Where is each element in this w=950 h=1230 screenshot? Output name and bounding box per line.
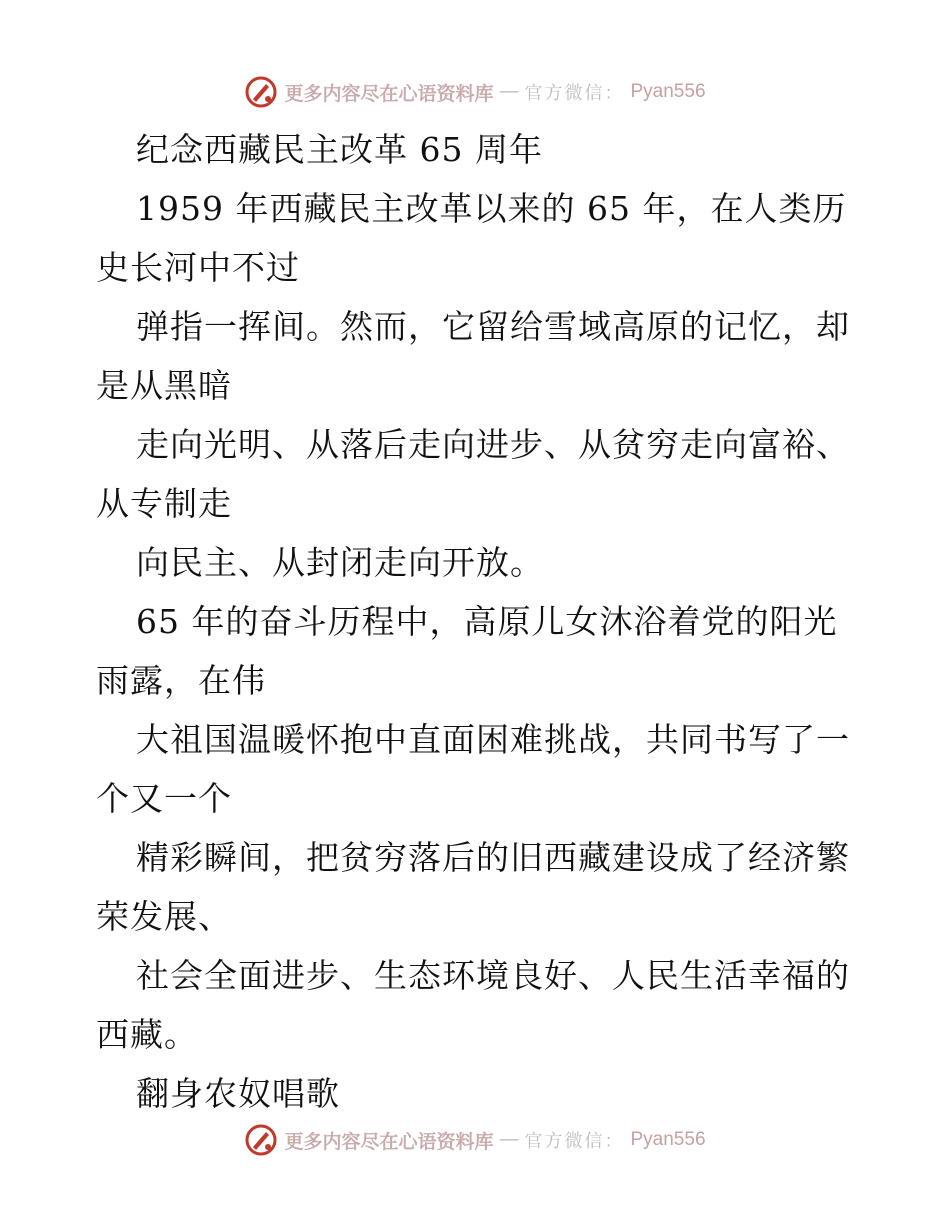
brand-logo-icon [244,75,278,109]
header-brand-text: 更多内容尽在心语资料库 [284,82,494,105]
text-line: 向民主、从封闭走向开放。 [136,543,544,582]
text-line: 个又一个 [96,779,232,818]
footer-sub-text: 官方微信： [524,1131,625,1152]
text-line: 社会全面进步、生态环境良好、人民生活幸福的 [136,956,850,995]
header-account-id: Pyan556 [630,81,706,102]
header-sub-text: 官方微信： [524,83,625,104]
text-line: 65 年的奋斗历程中，高原儿女沐浴着党的阳光 [136,602,838,641]
footer-account-id: Pyan556 [630,1129,706,1150]
text-line: 大祖国温暖怀抱中直面困难挑战，共同书写了一 [136,720,850,759]
text-line: 弹指一挥间。然而，它留给雪域高原的记忆，却 [136,307,850,346]
text-line: 史长河中不过 [96,248,300,287]
header-watermark [0,72,950,112]
text-line: 精彩瞬间，把贫穷落后的旧西藏建设成了经济繁 [136,838,850,877]
footer-separator: — [499,1129,519,1150]
text-line: 从专制走 [96,484,232,523]
header-separator: — [499,81,519,102]
text-line: 是从黑暗 [96,366,232,405]
text-line: 雨露，在伟 [96,661,266,700]
text-line: 西藏。 [96,1015,198,1054]
footer-watermark [0,1120,950,1160]
footer-brand-text: 更多内容尽在心语资料库 [284,1130,494,1153]
document-body [96,120,856,1123]
brand-logo-icon [244,1123,278,1157]
text-line: 荣发展、 [96,897,232,936]
text-line: 纪念西藏民主改革 65 周年 [136,130,543,169]
text-line: 翻身农奴唱歌 [136,1074,340,1113]
text-line: 1959 年西藏民主改革以来的 65 年，在人类历 [136,189,847,228]
text-line: 走向光明、从落后走向进步、从贫穷走向富裕、 [136,425,850,464]
